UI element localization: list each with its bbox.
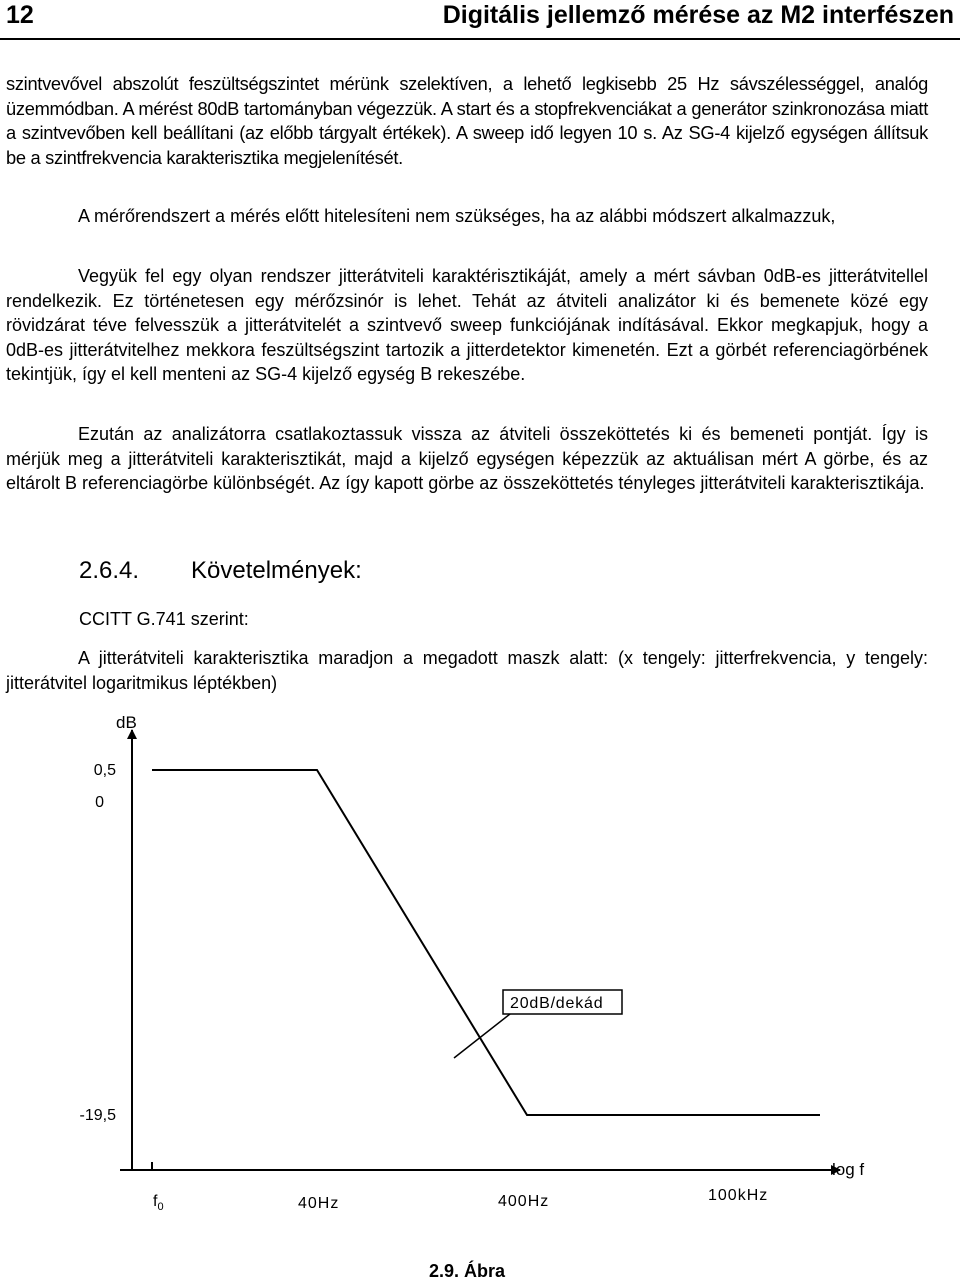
mask-series <box>152 770 820 1115</box>
y-tick-label: 0 <box>95 794 104 811</box>
jitter-mask-chart <box>0 700 960 1260</box>
mask-line <box>152 770 820 1115</box>
paragraph-difference: Ezután az analizátorra csatlakoztassuk vissza az átviteli összeköttetés ki és bemeneti pontját. Így is mérjük meg a jitterátviteli karakterisztikát, majd a kijelző egységen képezzük az aktuálisan mért A görbe, és az eltárolt B referenciagörbe különbségét. Az így kapott görbe az összeköttetés tényleges jitterátviteli karakterisztikája. <box>6 424 928 493</box>
chart-axes <box>120 730 840 1170</box>
x-tick-labels <box>298 1187 768 1212</box>
paragraph-reference-curve: Vegyük fel egy olyan rendszer jitterátviteli karaktérisztikáját, amely a mért sávban 0dB-es jitterátvitellel rendelkezik. Ez történetesen egy mérőzsinór is lehet. Tehát az átviteli analizátor ki és bemenete közé egy rövidzárat téve felvesszük a jitterátvitelét a szintvevő sweep funkciójának indításával. Ekkor megkapjuk, hogy a 0dB-es jitterátvitelhez mekkora feszültségszint tartozik a jitterdetektor kimenetén. Ezt a görbét referenciagörbének tekintjük, így el kell menteni az SG-4 kijelző egység B rekeszébe. <box>6 266 928 384</box>
standard-reference: CCITT G.741 szerint: <box>79 609 249 629</box>
y-tick-label: -19,5 <box>79 1107 116 1124</box>
y-tick-label: 0,5 <box>93 762 116 779</box>
x-tick-label: 40Hz <box>298 1195 340 1212</box>
slope-annotation-leader <box>454 1014 510 1058</box>
figure-caption: 2.9. Ábra <box>428 1261 506 1281</box>
paragraph-calibration: A mérőrendszert a mérés előtt hitelesíteni nem szükséges, ha az alábbi módszert alkalmazzuk, <box>78 206 836 226</box>
section-number: 2.6.4. <box>79 557 140 584</box>
y-axis-label: dB <box>116 713 137 732</box>
paragraph-measurement-setup: szintvevővel abszolút feszültségszintet mérünk szelektíven, a lehető legkisebb 25 Hz sávszélességgel, analóg üzemmódban. A mérést 80dB tartományban végezzük. A start és a stopfrekvenciákat a generátor szinkronozása miatt a szintvevőben kell beállítani (az előbb tárgyalt értékek). A sweep idő legyen 10 s. Az SG-4 kijelző egységen állítsuk be a szintfrekvencia karakterisztika megjelenítését. <box>6 73 928 168</box>
chapter-title: Digitális jellemző mérése az M2 interfészen <box>442 1 954 29</box>
x-axis-label: log f <box>832 1160 865 1179</box>
slope-annotation: 20dB/dekád <box>510 995 604 1012</box>
x-tick-f0: $f_0$ <box>153 1193 164 1213</box>
x-tick-label: 100kHz <box>708 1187 769 1204</box>
page-number: 12 <box>6 1 34 29</box>
section-heading <box>79 557 362 585</box>
y-tick-labels <box>80 762 117 1124</box>
page-header <box>0 0 960 40</box>
section-title: Követelmények: <box>191 557 362 584</box>
x-tick-label: 400Hz <box>498 1193 550 1210</box>
paragraph-requirement: A jitterátviteli karakterisztika maradjon a megadott maszk alatt: (x tengely: jitterfrekvencia, y tengely: jitterátvitel logaritmikus léptékben) <box>6 648 928 693</box>
